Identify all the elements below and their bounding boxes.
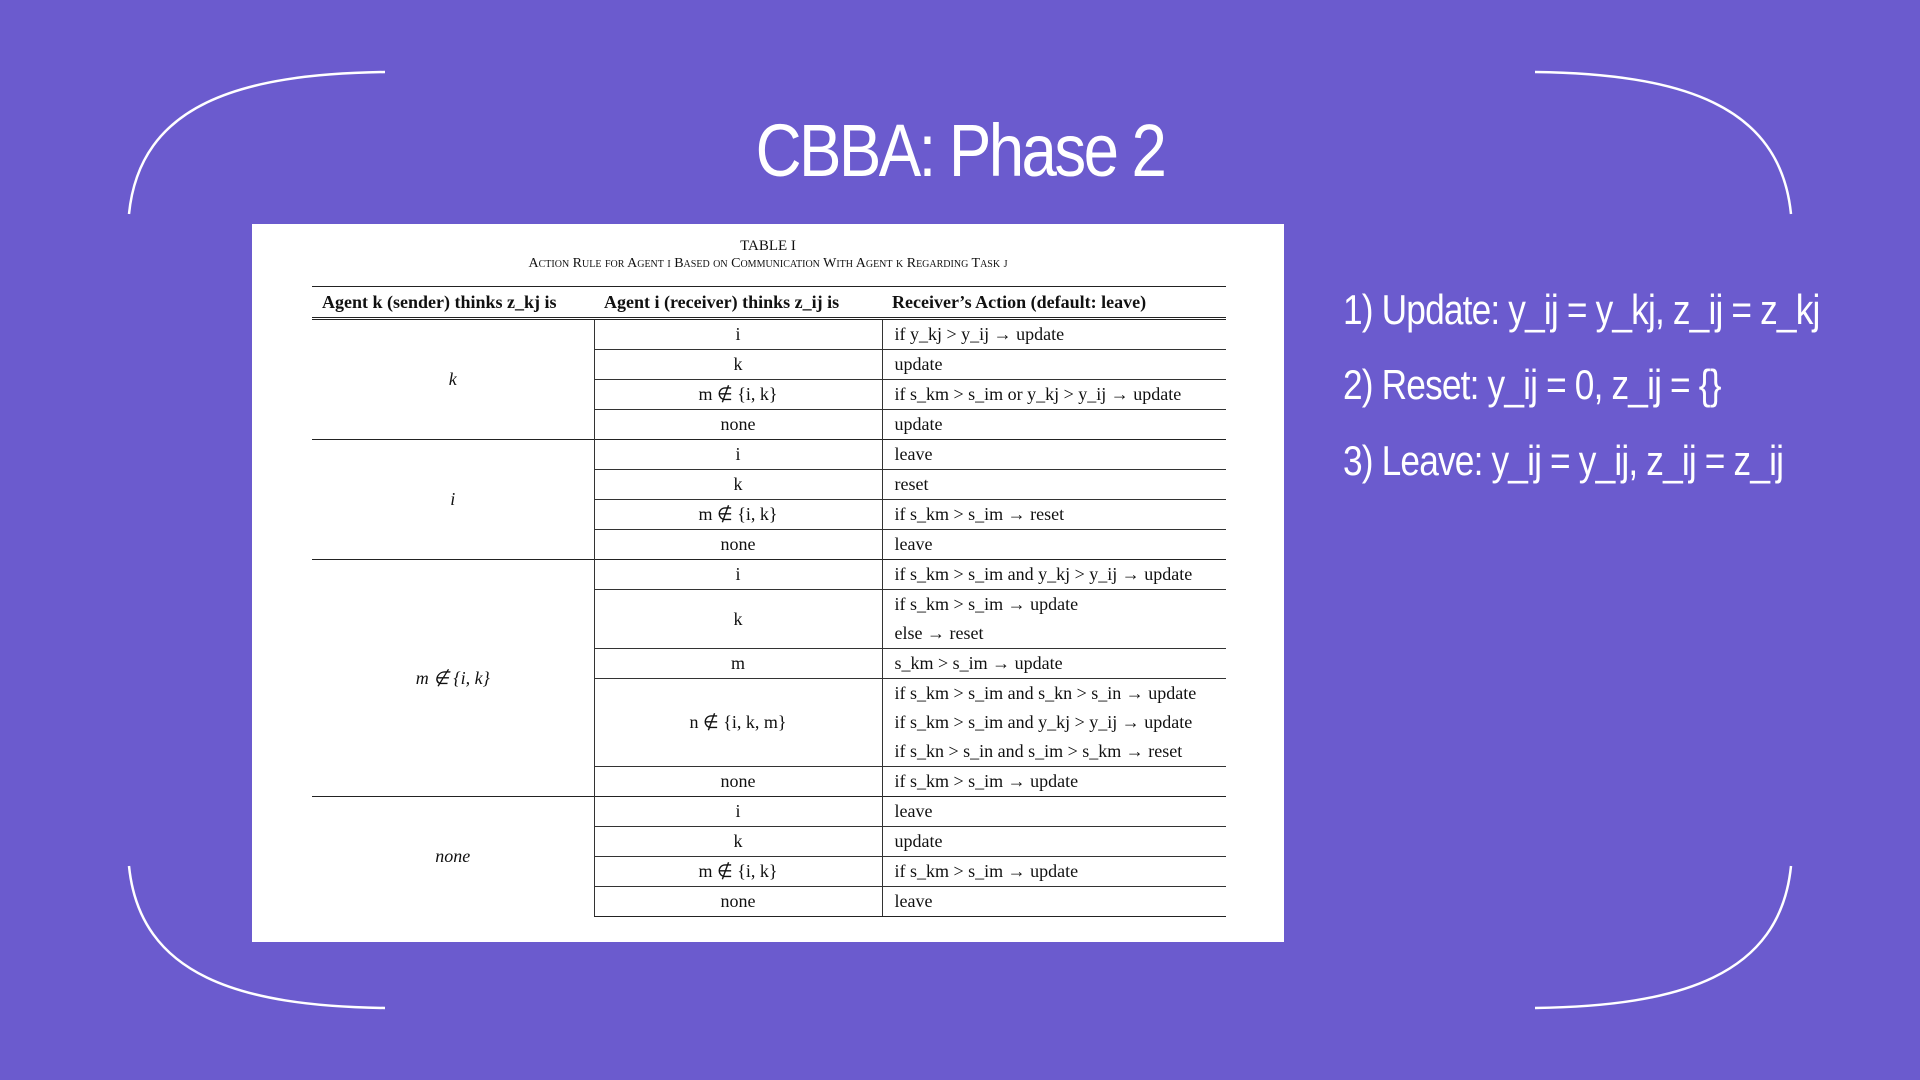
action-cell: leave xyxy=(882,440,1226,470)
action-cell: if s_km > s_im → reset xyxy=(882,500,1226,530)
receiver-cell: i xyxy=(594,797,882,827)
receiver-cell: k xyxy=(594,590,882,649)
receiver-cell: m xyxy=(594,649,882,679)
table-body xyxy=(312,319,1226,917)
action-cell: if s_km > s_im → update xyxy=(882,590,1226,620)
receiver-cell: none xyxy=(594,767,882,797)
receiver-cell: none xyxy=(594,887,882,917)
sender-cell: none xyxy=(312,797,594,917)
table-row xyxy=(312,440,1226,470)
receiver-cell: i xyxy=(594,560,882,590)
table-image-panel xyxy=(252,224,1284,942)
table-header-row xyxy=(312,287,1226,319)
receiver-cell: m ∉ {i, k} xyxy=(594,380,882,410)
receiver-cell: k xyxy=(594,350,882,380)
rule-update: 1) Update: y_ij = y_kj, z_ij = z_kj xyxy=(1343,286,1820,333)
receiver-cell: m ∉ {i, k} xyxy=(594,857,882,887)
action-cell: if s_km > s_im and s_kn > s_in → update xyxy=(882,679,1226,709)
action-cell: update xyxy=(882,350,1226,380)
table-row xyxy=(312,319,1226,350)
receiver-cell: k xyxy=(594,470,882,500)
receiver-cell: i xyxy=(594,440,882,470)
header-sender: Agent k (sender) thinks z_kj is xyxy=(312,287,594,319)
sender-cell: k xyxy=(312,319,594,440)
action-cell: if s_km > s_im and y_kj > y_ij → update xyxy=(894,712,1193,732)
receiver-cell: i xyxy=(594,319,882,350)
table-caption-text: Action Rule for Agent i Based on Communication With Agent k Regarding Task j xyxy=(528,256,1008,271)
table-row xyxy=(312,560,1226,590)
table-caption-number: TABLE I xyxy=(740,238,796,254)
receiver-cell: k xyxy=(594,827,882,857)
action-rule-table xyxy=(312,286,1226,917)
slide-title: CBBA: Phase 2 xyxy=(755,109,1165,192)
action-cell: leave xyxy=(882,530,1226,560)
sender-cell: m ∉ {i, k} xyxy=(312,560,594,797)
action-cell: reset xyxy=(882,470,1226,500)
action-cell: if s_km > s_im → update xyxy=(882,767,1226,797)
sender-cell: i xyxy=(312,440,594,560)
table-row xyxy=(312,797,1226,827)
action-cell: update xyxy=(882,410,1226,440)
action-cell: s_km > s_im → update xyxy=(882,649,1226,679)
receiver-cell: m ∉ {i, k} xyxy=(594,500,882,530)
corner-bracket-bottom-right xyxy=(1520,856,1800,1016)
action-cell: if s_kn > s_in and s_im > s_km → reset xyxy=(894,741,1183,761)
receiver-cell: none xyxy=(594,530,882,560)
header-receiver: Agent i (receiver) thinks z_ij is xyxy=(594,287,882,319)
rule-reset: 2) Reset: y_ij = 0, z_ij = {} xyxy=(1343,361,1721,408)
rule-leave: 3) Leave: y_ij = y_ij, z_ij = z_ij xyxy=(1343,437,1784,484)
receiver-cell: n ∉ {i, k, m} xyxy=(594,679,882,767)
receiver-cell: none xyxy=(594,410,882,440)
action-cell: if y_kj > y_ij → update xyxy=(882,319,1226,350)
action-cell: leave xyxy=(882,887,1226,917)
action-cell: if s_km > s_im → update xyxy=(882,857,1226,887)
header-action: Receiver’s Action (default: leave) xyxy=(882,287,1226,319)
action-cell: else → reset xyxy=(894,623,984,643)
action-cell: if s_km > s_im or y_kj > y_ij → update xyxy=(882,380,1226,410)
action-cell: if s_km > s_im and y_kj > y_ij → update xyxy=(882,560,1226,590)
action-cell: update xyxy=(882,827,1226,857)
action-cell: leave xyxy=(882,797,1226,827)
